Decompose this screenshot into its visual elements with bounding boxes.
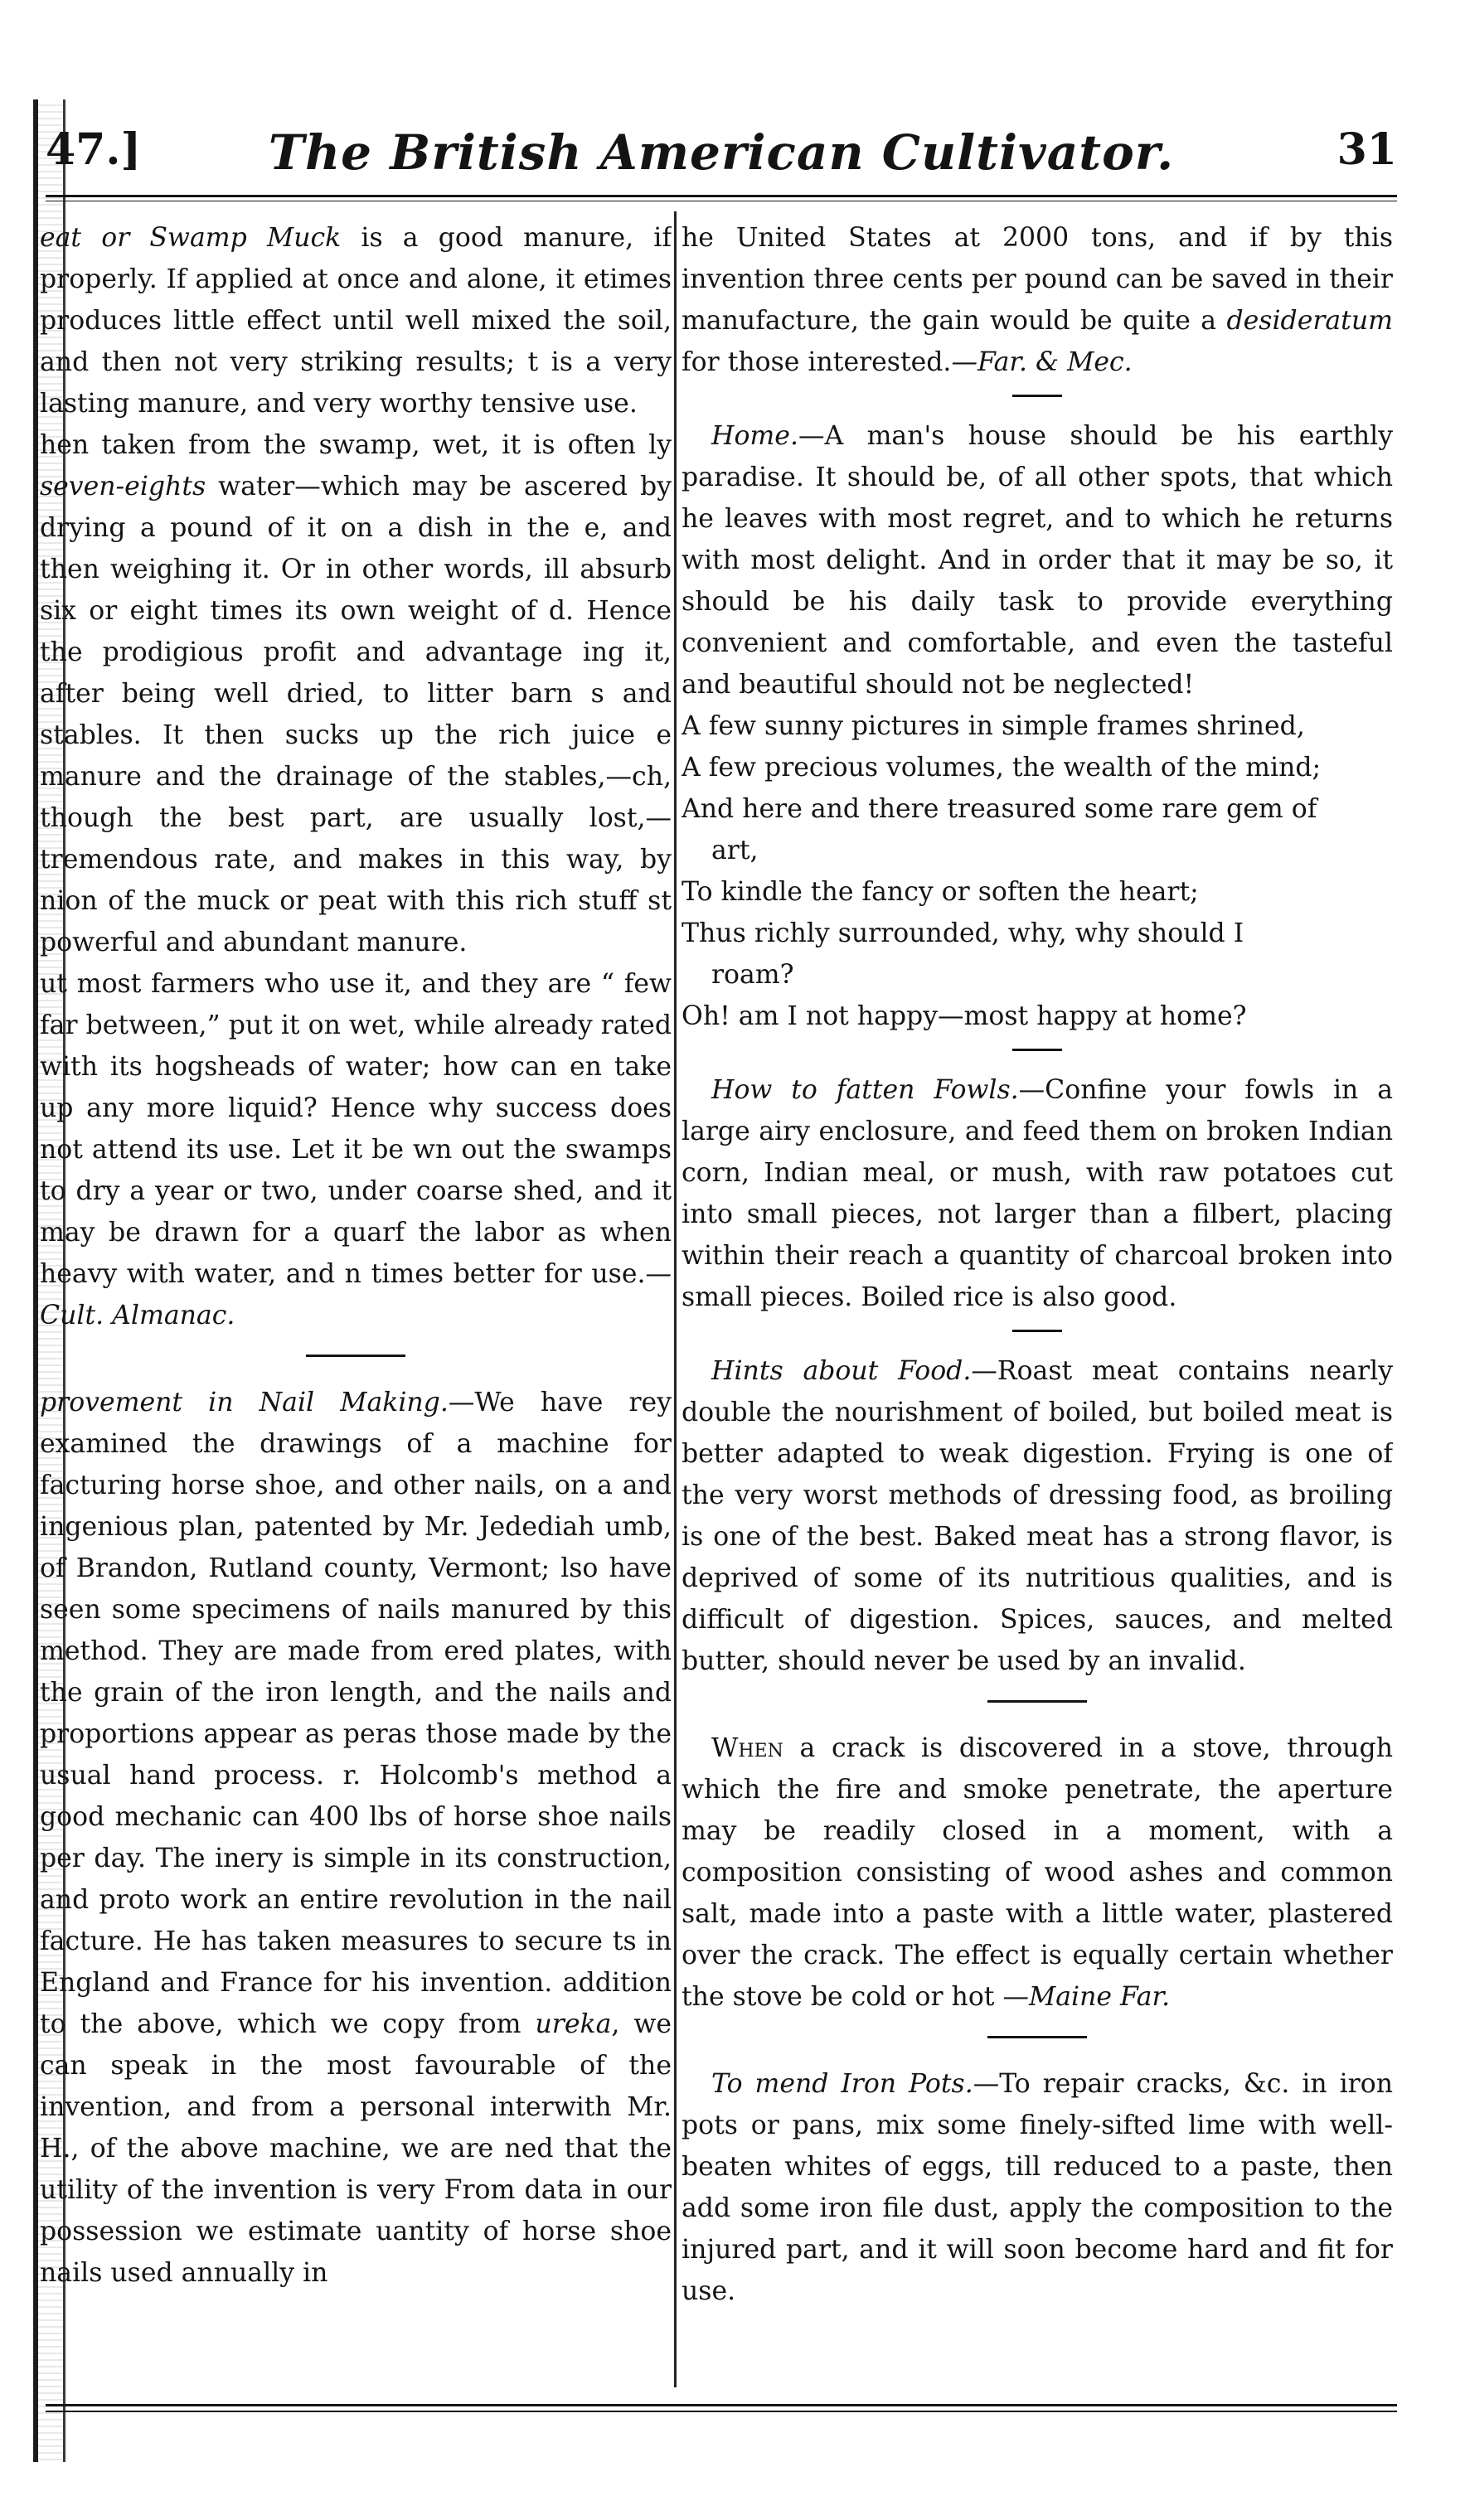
article-text: —To repair cracks, &c. in iron pots or pans, mix some finely-sifted lime with well-beaten whites of eggs, till reduced to a paste, then add some iron file dust, apply the composition to the injured part, and it will soon become hard and fit for use. <box>682 2069 1393 2306</box>
article-text: water—which may be ascered by drying a pound of it on a dish in the e, and then weighing it. Or in other words, ill absurb six or eight times its own weight of d. Hence the prodigious profit and advantage ing it, after being well dried, to litter barn s and stables. It then sucks up the rich juice e manure and the drainage of the stables,—ch, though the best part, are usually lost,—tremendous rate, and makes in this way, by nion of the muck or peat with this rich stuff st powerful and abundant manure. <box>40 472 672 957</box>
article-emphasis: desideratum <box>1226 306 1393 336</box>
article-text: —Roast meat contains nearly double the nourishment of boiled, but boiled meat is better adapted to weak digestion. Frying is one of the very worst methods of dressing food, as broiling is one of the best. Baked meat has a strong flavor, is deprived of some of its nutritious qualities, and is difficult of digestion. Spices, sauces, and melted butter, should never be used by an invalid. <box>682 1356 1393 1676</box>
poem-line: To kindle the fancy or soften the heart; <box>682 877 1199 907</box>
paragraph <box>682 217 1393 383</box>
article-lead: provement in Nail Making. <box>40 1388 449 1418</box>
article-lead: When <box>711 1733 783 1763</box>
poem <box>682 705 1393 1037</box>
paragraph <box>40 424 672 963</box>
article-text: for those interested. <box>682 347 952 377</box>
article-text: he United States at 2000 tons, and if by this invention three cents per pound can be saved in their manufacture, the gain would be quite a <box>682 223 1393 336</box>
footer-rule <box>46 2404 1397 2412</box>
paragraph <box>40 217 672 424</box>
poem-line: Thus richly surrounded, why, why should I <box>682 918 1244 948</box>
poem-line: Oh! am I not happy—most happy at home? <box>682 1001 1247 1031</box>
section-separator <box>1012 1330 1062 1332</box>
section-separator <box>987 2036 1087 2038</box>
poem-line: And here and there treasured some rare gem of <box>682 794 1317 824</box>
article-swamp-muck <box>40 217 672 1336</box>
left-page-fragment: 47.] <box>46 124 142 175</box>
poem-line: A few sunny pictures in simple frames shrined, <box>682 711 1305 741</box>
page-number: 31 <box>1336 124 1397 175</box>
article-text: —A man's house should be his earthly paradise. It should be, of all other spots, that which he leaves with most regret, and to which he returns with most delight. And in order that it may be so, it should be his daily task to provide everything convenient and comfortable, and even the tasteful and beautiful should not be neglected! <box>682 421 1393 700</box>
section-separator <box>1012 1049 1062 1051</box>
section-separator <box>306 1354 405 1357</box>
article-stove <box>682 1728 1393 2018</box>
article-fowls <box>682 1069 1393 1318</box>
left-column <box>40 217 672 2372</box>
paragraph <box>40 963 672 1336</box>
poem-line: roam? <box>711 960 794 990</box>
article-food <box>682 1350 1393 1682</box>
article-text: —We have rey examined the drawings of a machine for facturing horse shoe, and other nails, on a and ingenious plan, patented by Mr. Jedediah umb, of Brandon, Rutland county, Vermont; lso have seen some specimens of nails manured by this method. They are made from ered plates, with the grain of the iron length, and the nails and proportions appear as peras those made by the usual hand process. r. Holcomb's method a good mechanic can 400 lbs of horse shoe nails per day. The inery is simple in its construction, and proto work an entire revolution in the nail facture. He has taken measures to secure ts in England and France for his invention. addition to the above, which we copy from <box>40 1388 672 2039</box>
section-separator <box>987 1700 1087 1703</box>
paragraph <box>40 1382 672 2294</box>
column-divider <box>674 211 677 2387</box>
article-lead: eat or Swamp Muck <box>40 223 342 253</box>
article-emphasis: seven-eights <box>40 472 206 502</box>
article-home <box>682 415 1393 1037</box>
article-lead: Home. <box>711 421 798 451</box>
article-nail-making <box>40 1382 672 2294</box>
poem-line: A few precious volumes, the wealth of the mind; <box>682 753 1322 783</box>
article-text: hen taken from the swamp, wet, it is often ly <box>40 430 672 460</box>
section-separator <box>1012 395 1062 397</box>
running-header <box>46 124 1397 191</box>
article-lead: How to fatten Fowls. <box>711 1075 1019 1105</box>
paragraph <box>682 1350 1393 1682</box>
article-source: —Far. & Mec. <box>951 347 1133 377</box>
article-text: ut most farmers who use it, and they are “ few far between,” put it on wet, while already rated with its hogsheads of water; how can en take up any more liquid? Hence why success does not attend its use. Let it be wn out the swamps to dry a year or two, under coarse shed, and it may be drawn for a quarf the labor as when heavy with water, and n times better for use. <box>40 969 672 1289</box>
article-nail-making-continued <box>682 217 1393 383</box>
article-source: —Maine Far. <box>994 1982 1171 2012</box>
article-text: a crack is discovered in a stove, through which the fire and smoke penetrate, the aperture may be readily closed in a moment, with a composition consisting of wood ashes and common salt, made into a paste with a little water, plastered over the crack. The effect is equally certain whether the stove be cold or hot <box>682 1733 1393 2012</box>
article-iron-pots <box>682 2063 1393 2312</box>
article-text: —Confine your fowls in a large airy enclosure, and feed them on broken Indian corn, Indian meal, or mush, with raw potatoes cut into small pieces, not larger than a filbert, placing within their reach a quantity of charcoal broken into small pieces. Boiled rice is also good. <box>682 1075 1393 1312</box>
paragraph <box>682 1069 1393 1318</box>
right-column <box>682 217 1393 2372</box>
paragraph <box>682 415 1393 705</box>
article-lead: Hints about Food. <box>711 1356 972 1386</box>
publication-title: The British American Cultivator. <box>268 124 1175 181</box>
article-source: —Cult. Almanac. <box>40 1259 672 1330</box>
article-emphasis: ureka <box>535 2009 612 2039</box>
paragraph <box>682 2063 1393 2312</box>
poem-line: art, <box>711 836 759 865</box>
article-lead: To mend Iron Pots. <box>711 2069 973 2099</box>
article-text: , we can speak in the most favourable of the invention, and from a personal interwith Mr. H., of the above machine, we are ned that the utility of the invention is very From data in our possession we estimate uantity of horse shoe nails used annually in <box>40 2009 672 2288</box>
header-rule <box>46 195 1397 201</box>
article-text: is a good manure, if properly. If applied at once and alone, it etimes produces little effect until well mixed the soil, and then not very striking results; t is a very lasting manure, and very worthy tensive use. <box>40 223 672 419</box>
paragraph <box>682 1728 1393 2018</box>
